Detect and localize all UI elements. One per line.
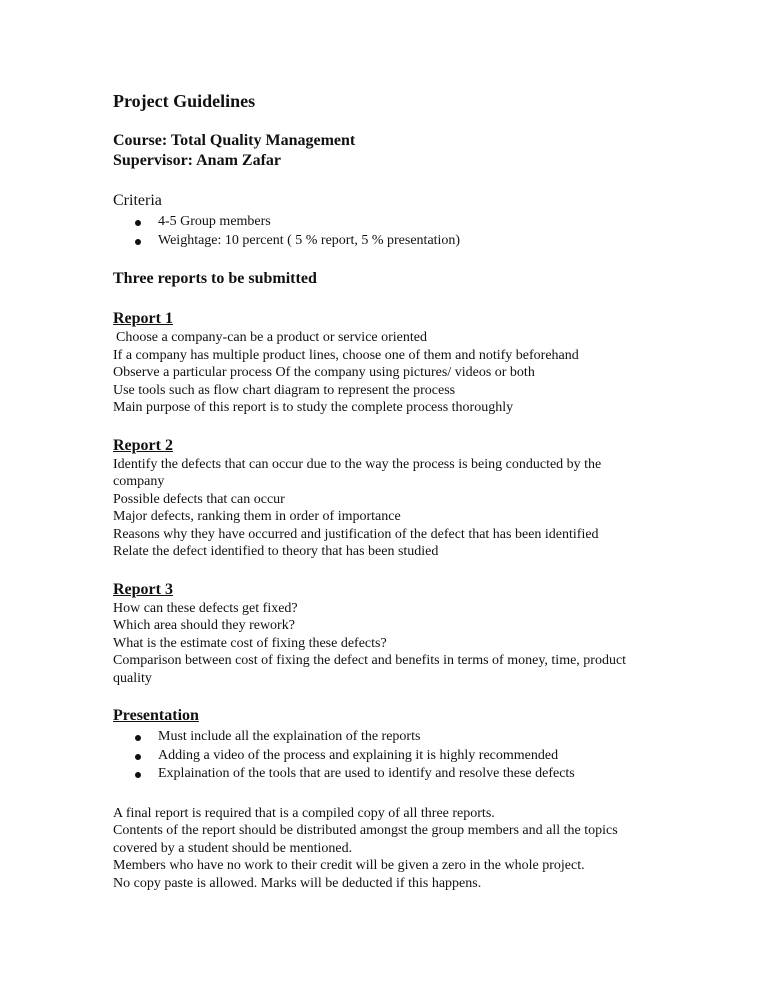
text-line: Which area should they rework? [113, 618, 295, 633]
report-2-section [113, 436, 673, 561]
text-line: Observe a particular process Of the company using pictures/ videos or both [113, 365, 535, 380]
bullet-icon [135, 772, 141, 778]
text-line: Choose a company-can be a product or service oriented [116, 330, 427, 345]
presentation-item-text: Must include all the explaination of the reports [158, 729, 421, 744]
course-info [113, 131, 673, 171]
text-line: How can these defects get fixed? [113, 600, 298, 616]
list-item [113, 213, 673, 232]
text-line: Members who have no work to their credit will be given a zero in the whole project. [113, 858, 585, 873]
text-line: Main purpose of this report is to study the complete process thoroughly [113, 400, 514, 415]
text-line: company [113, 474, 165, 489]
report-3-section [113, 580, 673, 688]
presentation-heading: Presentation [113, 707, 199, 724]
report-3-heading: Report 3 [113, 580, 173, 598]
list-item [113, 728, 673, 747]
report-1-body [113, 329, 673, 417]
report-2-body [113, 456, 673, 561]
criteria-list [113, 213, 673, 250]
text-line: covered by a student should be mentioned. [113, 840, 353, 856]
text-line: Possible defects that can occur [113, 491, 285, 507]
closing-notes [113, 805, 673, 893]
text-line: Relate the defect identified to theory that has been studied [113, 544, 439, 559]
criteria-item-text: Weightage: 10 percent ( 5 % report, 5 % presentation) [158, 232, 461, 248]
text-line: Reasons why they have occurred and justification of the defect that has been identified [113, 526, 599, 542]
text-line: A final report is required that is a compiled copy of all three reports. [113, 805, 495, 821]
supervisor-line: Supervisor: Anam Zafar [113, 152, 281, 169]
text-line: What is the estimate cost of fixing these defects? [113, 635, 387, 651]
list-item [113, 747, 673, 766]
text-line: Comparison between cost of fixing the defect and benefits in terms of money, time, product [113, 653, 627, 668]
presentation-item-text: Explaination of the tools that are used to identify and resolve these defects [158, 766, 575, 781]
text-line: Major defects, ranking them in order of importance [113, 509, 401, 524]
text-line: Identify the defects that can occur due to the way the process is being conducted by the [113, 456, 602, 472]
presentation-section [113, 706, 673, 784]
report-2-heading: Report 2 [113, 436, 173, 454]
text-line: quality [113, 670, 152, 686]
bullet-icon [135, 735, 141, 741]
criteria-heading: Criteria [113, 192, 162, 209]
criteria-item-text: 4-5 Group members [158, 214, 271, 229]
presentation-item-text: Adding a video of the process and explaining it is highly recommended [158, 747, 559, 763]
text-line: No copy paste is allowed. Marks will be deducted if this happens. [113, 875, 482, 891]
document-page [113, 88, 673, 892]
presentation-list [113, 728, 673, 784]
page-title: Project Guidelines [113, 91, 256, 111]
text-line: Contents of the report should be distributed amongst the group members and all the topics [113, 823, 618, 838]
bullet-icon [135, 239, 141, 245]
bullet-icon [135, 754, 141, 760]
report-1-heading: Report 1 [113, 310, 173, 327]
reports-heading: Three reports to be submitted [113, 270, 317, 287]
list-item [113, 765, 673, 784]
text-line: Use tools such as flow chart diagram to represent the process [113, 382, 456, 398]
text-line: If a company has multiple product lines, choose one of them and notify beforehand [113, 347, 579, 363]
report-1-section [113, 309, 673, 417]
report-3-body [113, 600, 673, 688]
course-line: Course: Total Quality Management [113, 132, 356, 149]
list-item [113, 232, 673, 251]
bullet-icon [135, 220, 141, 226]
